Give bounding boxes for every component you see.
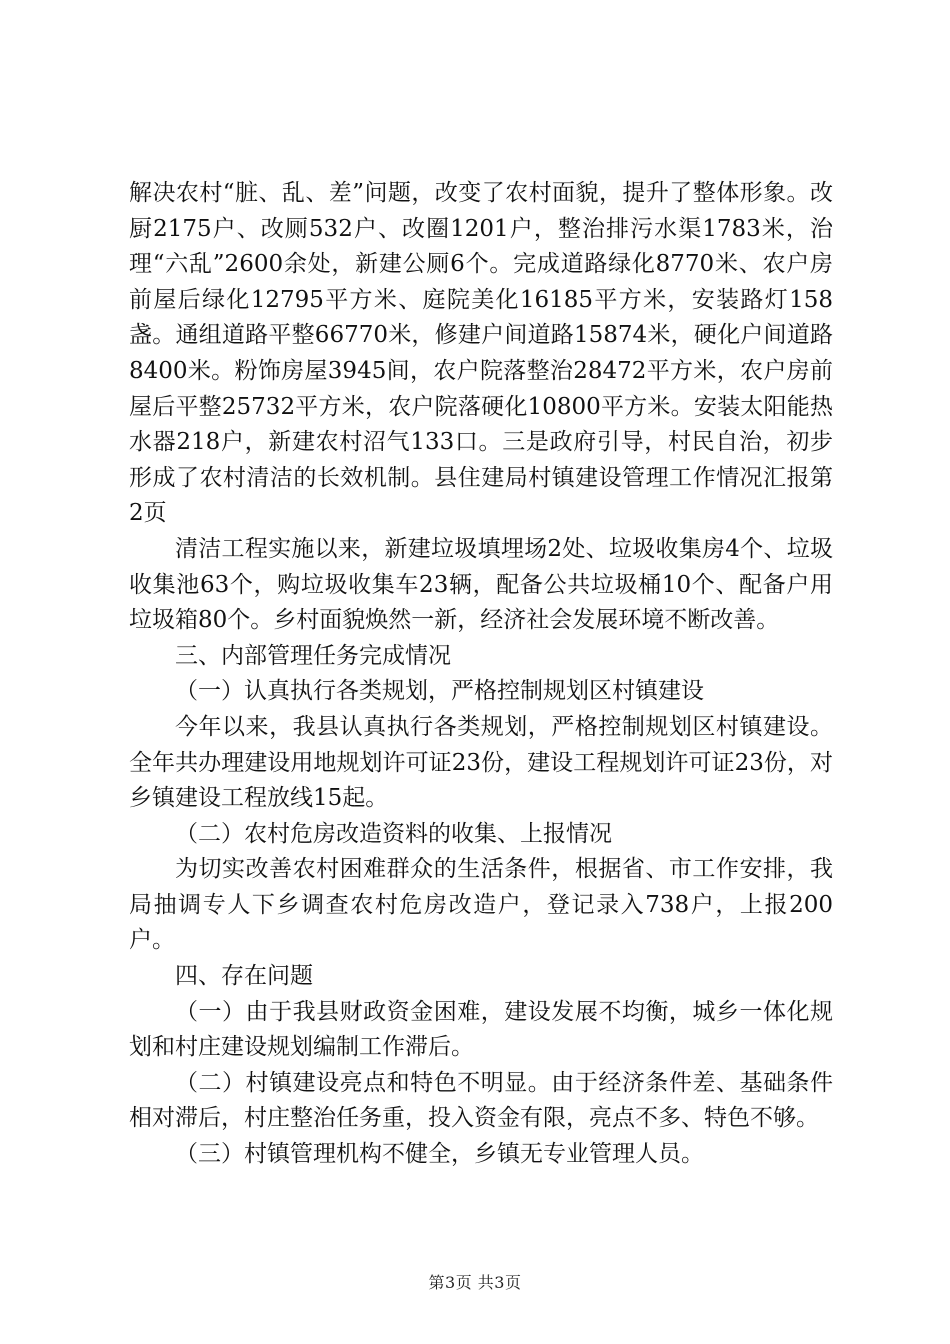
paragraph-cleaning-project: 清洁工程实施以来，新建垃圾填埋场2处、垃圾收集房4个、垃圾收集池63个，购垃圾收集车23辆，配备公共垃圾桶10个、配备户用垃圾箱80个。乡村面貌焕然一新，经济社会发展环境不断改善。: [129, 535, 833, 634]
subheading-planning: （一）认真执行各类规划，严格控制规划区村镇建设: [175, 678, 704, 705]
heading-existing-problems: 四、存在问题: [175, 963, 313, 990]
page-footer: 第3页 共3页: [428, 1273, 522, 1292]
paragraph-village-cleanup: 解决农村“脏、乱、差”问题，改变了农村面貌，提升了整体形象。改厨2175户、改厕532户、改圈1201户，整治排污水渠1783米，治理“六乱”2600余处，新建公厕6个。完成道路绿化8770米、农户房前屋后绿化12795平方米、庭院美化16185平方米，安装路灯158盏。通组道路平整66770米，修建户间道路15874米，硬化户间道路8400米。粉饰房屋3945间，农户院落整治28472平方米，农户房前屋后平整25732平方米，农户院落硬化10800平方米。安装太阳能热水器218户，新建农村沼气133口。三是政府引导，村民自治，初步形成了农村清洁的长效机制。县住建局村镇建设管理工作情况汇报第2页: [129, 180, 833, 527]
document-body: [129, 176, 833, 1173]
heading-internal-management: 三、内部管理任务完成情况: [175, 642, 451, 669]
problem-item-2: （二）村镇建设亮点和特色不明显。由于经济条件差、基础条件相对滞后，村庄整治任务重，投入资金有限，亮点不多、特色不够。: [129, 1069, 833, 1132]
problem-item-3: （三）村镇管理机构不健全，乡镇无专业管理人员。: [175, 1141, 704, 1168]
paragraph-dilapidated-housing: 为切实改善农村困难群众的生活条件，根据省、市工作安排，我局抽调专人下乡调查农村危房改造户，登记录入738户，上报200户。: [129, 856, 833, 954]
paragraph-planning: 今年以来，我县认真执行各类规划，严格控制规划区村镇建设。全年共办理建设用地规划许可证23份，建设工程规划许可证23份，对乡镇建设工程放线15起。: [129, 713, 833, 812]
problem-item-1: （一）由于我县财政资金困难，建设发展不均衡，城乡一体化规划和村庄建设规划编制工作滞后。: [129, 998, 833, 1061]
subheading-dilapidated-housing: （二）农村危房改造资料的收集、上报情况: [175, 820, 612, 847]
